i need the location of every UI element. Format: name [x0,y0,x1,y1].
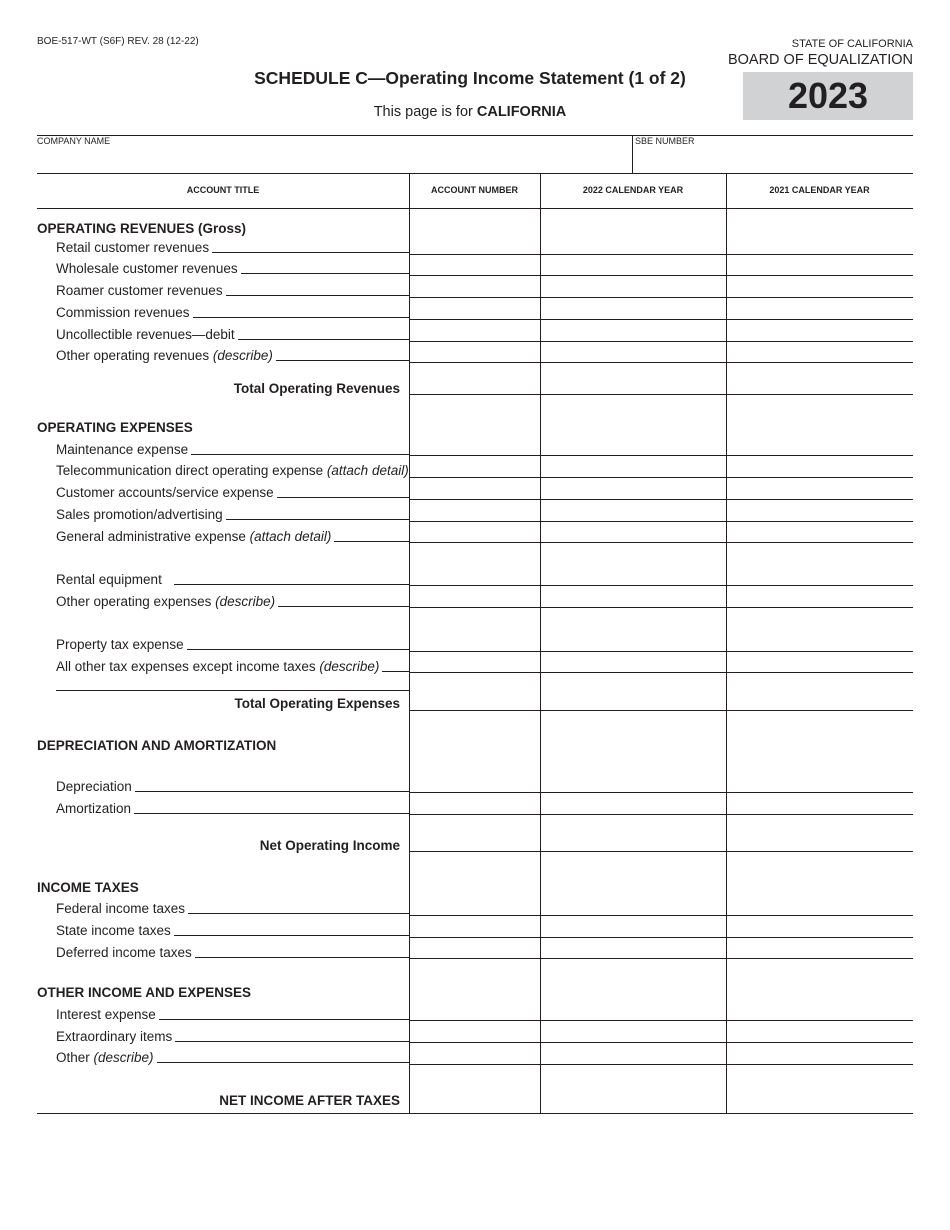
section-operating-revenues: OPERATING REVENUES (Gross) [37,221,247,236]
row-rental: Rental equipment [56,572,409,587]
row-other-tax: All other tax expenses except income taxes (describe) [56,659,409,674]
row-extraordinary: Extraordinary items [56,1029,409,1044]
value-row-rule [409,672,913,673]
column-divider [726,173,727,1113]
company-name-field[interactable] [37,148,627,172]
value-row-rule [409,585,913,586]
value-row-rule [409,1042,913,1043]
divider [37,135,913,136]
state-label: STATE OF CALIFORNIA [791,38,913,50]
value-row-rule [409,275,913,276]
col-header-account-number: ACCOUNT NUMBER [431,185,518,195]
section-other-income: OTHER INCOME AND EXPENSES [37,985,252,1000]
value-row-rule [409,319,913,320]
total-operating-expenses: Total Operating Expenses [234,696,400,711]
year-badge: 2023 [743,72,913,120]
value-row-rule [409,477,913,478]
value-row-rule [409,362,913,363]
col-header-2021: 2021 CALENDAR YEAR [769,185,870,195]
value-row-rule [409,542,913,543]
row-other-revenues: Other operating revenues (describe) [56,348,409,363]
board-label: BOARD OF EQUALIZATION [727,52,913,68]
row-state-tax: State income taxes [56,923,409,938]
row-maintenance: Maintenance expense [56,442,409,457]
row-sales-promotion: Sales promotion/advertising [56,507,409,522]
value-row-rule [409,394,913,395]
sbe-number-field[interactable] [636,148,911,172]
table-bottom-rule [37,1113,913,1114]
value-row-rule [409,651,913,652]
value-row-rule [409,814,913,815]
net-income-after-taxes: NET INCOME AFTER TAXES [219,1093,400,1108]
row-interest: Interest expense [56,1007,409,1022]
row-customer-accounts: Customer accounts/service expense [56,485,409,500]
row-other: Other (describe) [56,1050,409,1065]
total-operating-revenues: Total Operating Revenues [233,381,400,396]
row-retail: Retail customer revenues [56,240,409,255]
row-other-expenses: Other operating expenses (describe) [56,594,409,609]
row-depreciation: Depreciation [56,779,409,794]
value-row-rule [409,254,913,255]
company-name-label: COMPANY NAME [37,136,111,146]
section-depreciation: DEPRECIATION AND AMORTIZATION [37,738,277,753]
value-row-rule [409,297,913,298]
form-code: BOE-517-WT (S6F) REV. 28 (12-22) [37,36,199,47]
row-roamer: Roamer customer revenues [56,283,409,298]
row-amortization: Amortization [56,801,409,816]
row-property-tax: Property tax expense [56,637,409,652]
col-header-account-title: ACCOUNT TITLE [186,185,260,195]
row-commission: Commission revenues [56,305,409,320]
value-row-rule [409,710,913,711]
value-row-rule [409,958,913,959]
section-income-taxes: INCOME TAXES [37,880,139,895]
row-general-admin: General administrative expense (attach detail) [56,529,409,544]
value-row-rule [409,1020,913,1021]
subtotal-rule [56,690,409,691]
table-top-rule [37,173,913,174]
value-row-rule [409,851,913,852]
value-row-rule [409,792,913,793]
value-row-rule [409,937,913,938]
column-divider [409,173,410,1113]
row-wholesale: Wholesale customer revenues [56,261,409,276]
value-row-rule [409,499,913,500]
row-federal-tax: Federal income taxes [56,901,409,916]
section-operating-expenses: OPERATING EXPENSES [37,420,193,435]
sbe-number-label: SBE NUMBER [635,136,695,146]
value-row-rule [409,521,913,522]
page-subtitle: This page is for CALIFORNIA [373,104,567,120]
value-row-rule [409,1064,913,1065]
divider [632,135,633,173]
value-row-rule [409,915,913,916]
page-title: SCHEDULE C—Operating Income Statement (1 of 2) [254,68,686,88]
row-deferred-tax: Deferred income taxes [56,945,409,960]
column-divider [540,173,541,1113]
row-uncollectible: Uncollectible revenues—debit [56,327,409,342]
table-header-rule [37,208,913,209]
row-telecom: Telecommunication direct operating expense (attach detail) [56,463,409,478]
net-operating-income: Net Operating Income [259,838,400,853]
value-row-rule [409,607,913,608]
value-row-rule [409,341,913,342]
col-header-2022: 2022 CALENDAR YEAR [582,185,684,195]
value-row-rule [409,455,913,456]
